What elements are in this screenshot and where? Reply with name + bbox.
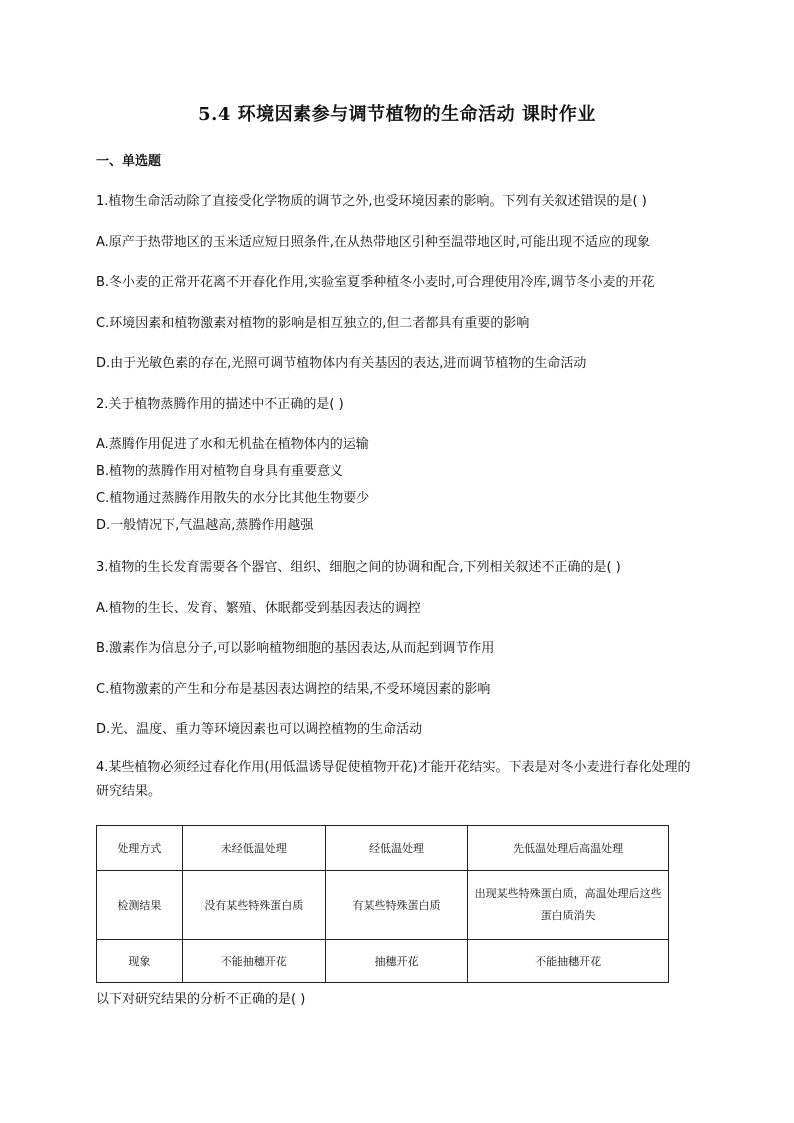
question-4-prompt: 以下对研究结果的分析不正确的是( ) bbox=[96, 992, 306, 1007]
table-cell: 检测结果 bbox=[97, 871, 183, 940]
question-3-option-a: A.植物的生长、发育、繁殖、休眠都受到基因表达的调控 bbox=[96, 601, 421, 616]
table-cell: 有某些特殊蛋白质 bbox=[325, 871, 468, 940]
table-cell: 经低温处理 bbox=[325, 826, 468, 871]
question-3-option-b: B.激素作为信息分子,可以影响植物细胞的基因表达,从而起到调节作用 bbox=[96, 641, 495, 656]
section-heading: 一、单选题 bbox=[96, 154, 162, 169]
table-row bbox=[97, 826, 669, 871]
question-1-option-d: D.由于光敏色素的存在,光照可调节植物体内有关基因的表达,进而调节植物的生命活动 bbox=[96, 356, 587, 371]
question-2-stem: 2.关于植物蒸腾作用的描述中不正确的是( ) bbox=[96, 397, 344, 412]
table-cell: 出现某些特殊蛋白质，高温处理后这些蛋白质消失 bbox=[468, 871, 669, 940]
question-2-option-a: A.蒸腾作用促进了水和无机盐在植物体内的运输 bbox=[96, 437, 369, 452]
table-cell: 抽穗开花 bbox=[325, 940, 468, 983]
question-1-option-c: C.环境因素和植物激素对植物的影响是相互独立的,但二者都具有重要的影响 bbox=[96, 316, 530, 331]
question-1-option-b: B.冬小麦的正常开花离不开春化作用,实验室夏季种植冬小麦时,可合理使用冷库,调节冬小麦的开花 bbox=[96, 275, 655, 290]
question-3-stem: 3.植物的生长发育需要各个器官、组织、细胞之间的协调和配合,下列相关叙述不正确的是( ) bbox=[96, 560, 621, 575]
question-4-stem: 4.某些植物必须经过春化作用(用低温诱导促使植物开花)才能开花结实。下表是对冬小麦进行春化处理的研究结果。 bbox=[96, 760, 691, 799]
table-cell: 处理方式 bbox=[97, 826, 183, 871]
vernalization-table bbox=[96, 825, 669, 983]
table-cell: 先低温处理后高温处理 bbox=[468, 826, 669, 871]
table-cell: 不能抽穗开花 bbox=[468, 940, 669, 983]
document-title: 5.4 环境因素参与调节植物的生命活动 课时作业 bbox=[198, 104, 596, 125]
question-2-option-d: D.一般情况下,气温越高,蒸腾作用越强 bbox=[96, 518, 314, 533]
table-row bbox=[97, 940, 669, 983]
table-cell: 没有某些特殊蛋白质 bbox=[182, 871, 325, 940]
question-2-option-b: B.植物的蒸腾作用对植物自身具有重要意义 bbox=[96, 464, 344, 479]
question-2-option-c: C.植物通过蒸腾作用散失的水分比其他生物要少 bbox=[96, 491, 370, 506]
question-3-option-d: D.光、温度、重力等环境因素也可以调控植物的生命活动 bbox=[96, 722, 423, 737]
table-cell: 现象 bbox=[97, 940, 183, 983]
table-row bbox=[97, 871, 669, 940]
table-cell: 未经低温处理 bbox=[182, 826, 325, 871]
question-1-option-a: A.原产于热带地区的玉米适应短日照条件,在从热带地区引种至温带地区时,可能出现不适应的现象 bbox=[96, 235, 651, 250]
table-cell: 不能抽穗开花 bbox=[182, 940, 325, 983]
question-3-option-c: C.植物激素的产生和分布是基因表达调控的结果,不受环境因素的影响 bbox=[96, 682, 491, 697]
question-1-stem: 1.植物生命活动除了直接受化学物质的调节之外,也受环境因素的影响。下列有关叙述错误的是( ) bbox=[96, 194, 647, 209]
